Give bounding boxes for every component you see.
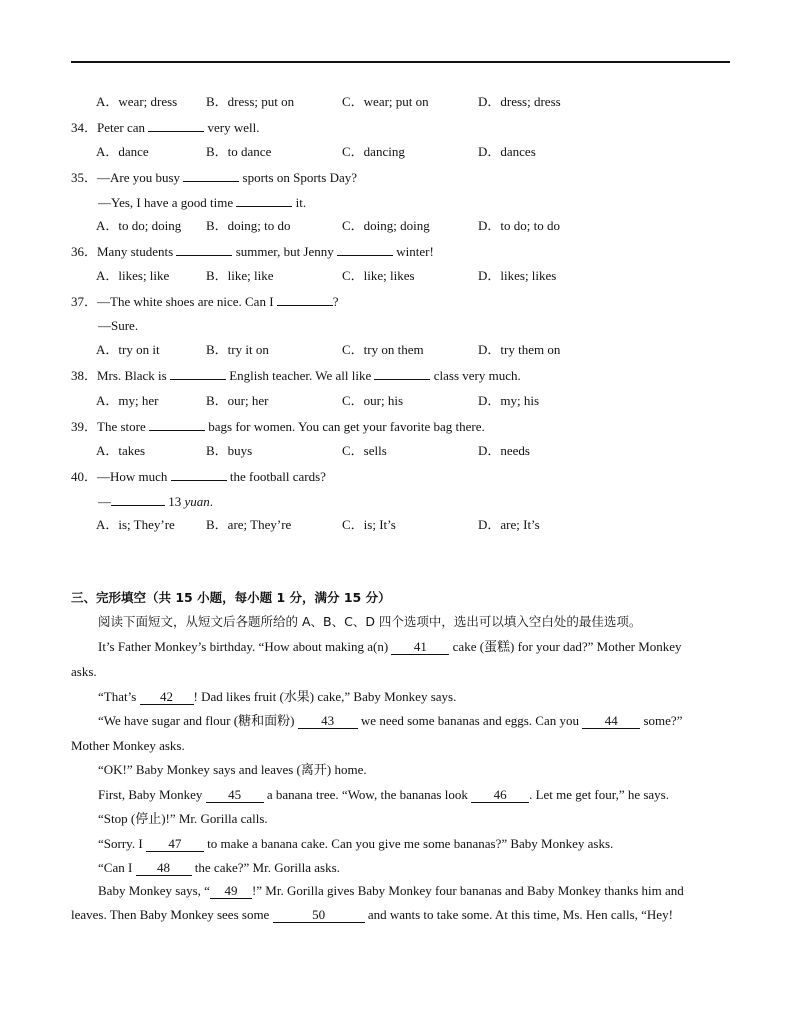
q39-option-d: D．needs [478, 443, 530, 458]
q35-option-b: B．doing; to do [206, 218, 291, 233]
q34-option-c: C．dancing [342, 144, 405, 159]
q38-option-b: B．our; her [206, 393, 269, 408]
blank-45: 45 [206, 788, 264, 803]
q40-stem: 40．—How much the football cards? [71, 469, 326, 484]
passage-line-2: asks. [71, 664, 97, 679]
answer-blank [148, 119, 204, 132]
blank-48: 48 [136, 861, 192, 876]
q36-option-a: A．likes; like [96, 268, 170, 283]
q39-option-c: C．sells [342, 443, 387, 458]
section-heading: 三、完形填空（共 15 小题，每小题 1 分，满分 15 分） [71, 590, 391, 605]
passage-line-12: leaves. Then Baby Monkey sees some 50 and wants to take some. At this time, Ms. Hen calls, “Hey! [71, 907, 673, 922]
q36-option-c: C．like; likes [342, 268, 415, 283]
q36-option-b: B．like; like [206, 268, 274, 283]
blank-49: 49 [210, 884, 252, 899]
answer-blank [170, 367, 226, 380]
q39-stem: 39．The store bags for women. You can get your favorite bag there. [71, 419, 485, 434]
blank-42: 42 [140, 690, 194, 705]
q35-option-d: D．to do; to do [478, 218, 560, 233]
blank-46: 46 [471, 788, 529, 803]
q37-line2: —Sure. [98, 318, 139, 333]
q38-option-a: A．my; her [96, 393, 159, 408]
passage-line-10: “Can I 48 the cake?” Mr. Gorilla asks. [98, 860, 340, 875]
q37-option-c: C．try on them [342, 342, 424, 357]
q34-option-d: D．dances [478, 144, 536, 159]
blank-44: 44 [582, 714, 640, 729]
answer-blank [337, 243, 393, 256]
q36-stem: 36．Many students summer, but Jenny winter! [71, 244, 434, 259]
q34-option-a: A．dance [96, 144, 149, 159]
q38-stem: 38．Mrs. Black is English teacher. We all like class very much. [71, 368, 521, 383]
section-instruction: 阅读下面短文，从短文后各题所给的 A、B、C、D 四个选项中，选出可以填入空白处的最佳选项。 [98, 614, 642, 629]
answer-blank [176, 243, 232, 256]
q33-option-d: D．dress; dress [478, 94, 561, 109]
q39-option-a: A．takes [96, 443, 146, 458]
answer-blank [236, 194, 292, 207]
passage-line-8: “Stop (停止)!” Mr. Gorilla calls. [98, 811, 268, 826]
header-rule [71, 61, 730, 63]
q37-stem: 37．—The white shoes are nice. Can I ? [71, 294, 339, 309]
q40-line2: — 13 yuan. [98, 494, 214, 509]
passage-line-9: “Sorry. I 47 to make a banana cake. Can you give me some bananas?” Baby Monkey asks. [98, 836, 614, 851]
q35-option-a: A．to do; doing [96, 218, 182, 233]
blank-43: 43 [298, 714, 358, 729]
blank-41: 41 [391, 640, 449, 655]
blank-47: 47 [146, 837, 204, 852]
q37-option-b: B．try it on [206, 342, 269, 357]
q39-option-b: B．buys [206, 443, 253, 458]
q34-option-b: B．to dance [206, 144, 272, 159]
q33-option-b: B．dress; put on [206, 94, 295, 109]
answer-blank [374, 367, 430, 380]
passage-line-6: “OK!” Baby Monkey says and leaves (离开) home. [98, 762, 367, 777]
q38-option-c: C．our; his [342, 393, 404, 408]
q40-option-c: C．is; It’s [342, 517, 396, 532]
q33-option-a: A．wear; dress [96, 94, 178, 109]
q33-option-c: C．wear; put on [342, 94, 429, 109]
q37-option-d: D．try them on [478, 342, 561, 357]
passage-line-7: First, Baby Monkey 45 a banana tree. “Wow, the bananas look 46 . Let me get four,” he says. [98, 787, 669, 802]
q40-option-b: B．are; They’re [206, 517, 292, 532]
answer-blank [277, 293, 333, 306]
q40-option-d: D．are; It’s [478, 517, 540, 532]
q35-option-c: C．doing; doing [342, 218, 430, 233]
q35-line2: —Yes, I have a good time it. [98, 195, 307, 210]
q37-option-a: A．try on it [96, 342, 160, 357]
passage-line-1: It’s Father Monkey’s birthday. “How about making a(n) 41 cake (蛋糕) for your dad?” Mother Monkey [98, 639, 682, 654]
passage-line-11: Baby Monkey says, “ 49 !” Mr. Gorilla gives Baby Monkey four bananas and Baby Monkey thanks him and [98, 883, 684, 898]
passage-line-5: Mother Monkey asks. [71, 738, 185, 753]
answer-blank [111, 493, 165, 506]
passage-line-3: “That’s 42 ! Dad likes fruit (水果) cake,” Baby Monkey says. [98, 689, 457, 704]
answer-blank [171, 468, 227, 481]
q38-option-d: D．my; his [478, 393, 540, 408]
answer-blank [149, 418, 205, 431]
q35-stem: 35．—Are you busy sports on Sports Day? [71, 170, 358, 185]
blank-50: 50 [273, 908, 365, 923]
answer-blank [183, 169, 239, 182]
q34-stem: 34．Peter can very well. [71, 120, 260, 135]
q36-option-d: D．likes; likes [478, 268, 557, 283]
q40-option-a: A．is; They’re [96, 517, 175, 532]
passage-line-4: “We have sugar and flour (糖和面粉) 43 we need some bananas and eggs. Can you 44 some?” [98, 713, 683, 728]
